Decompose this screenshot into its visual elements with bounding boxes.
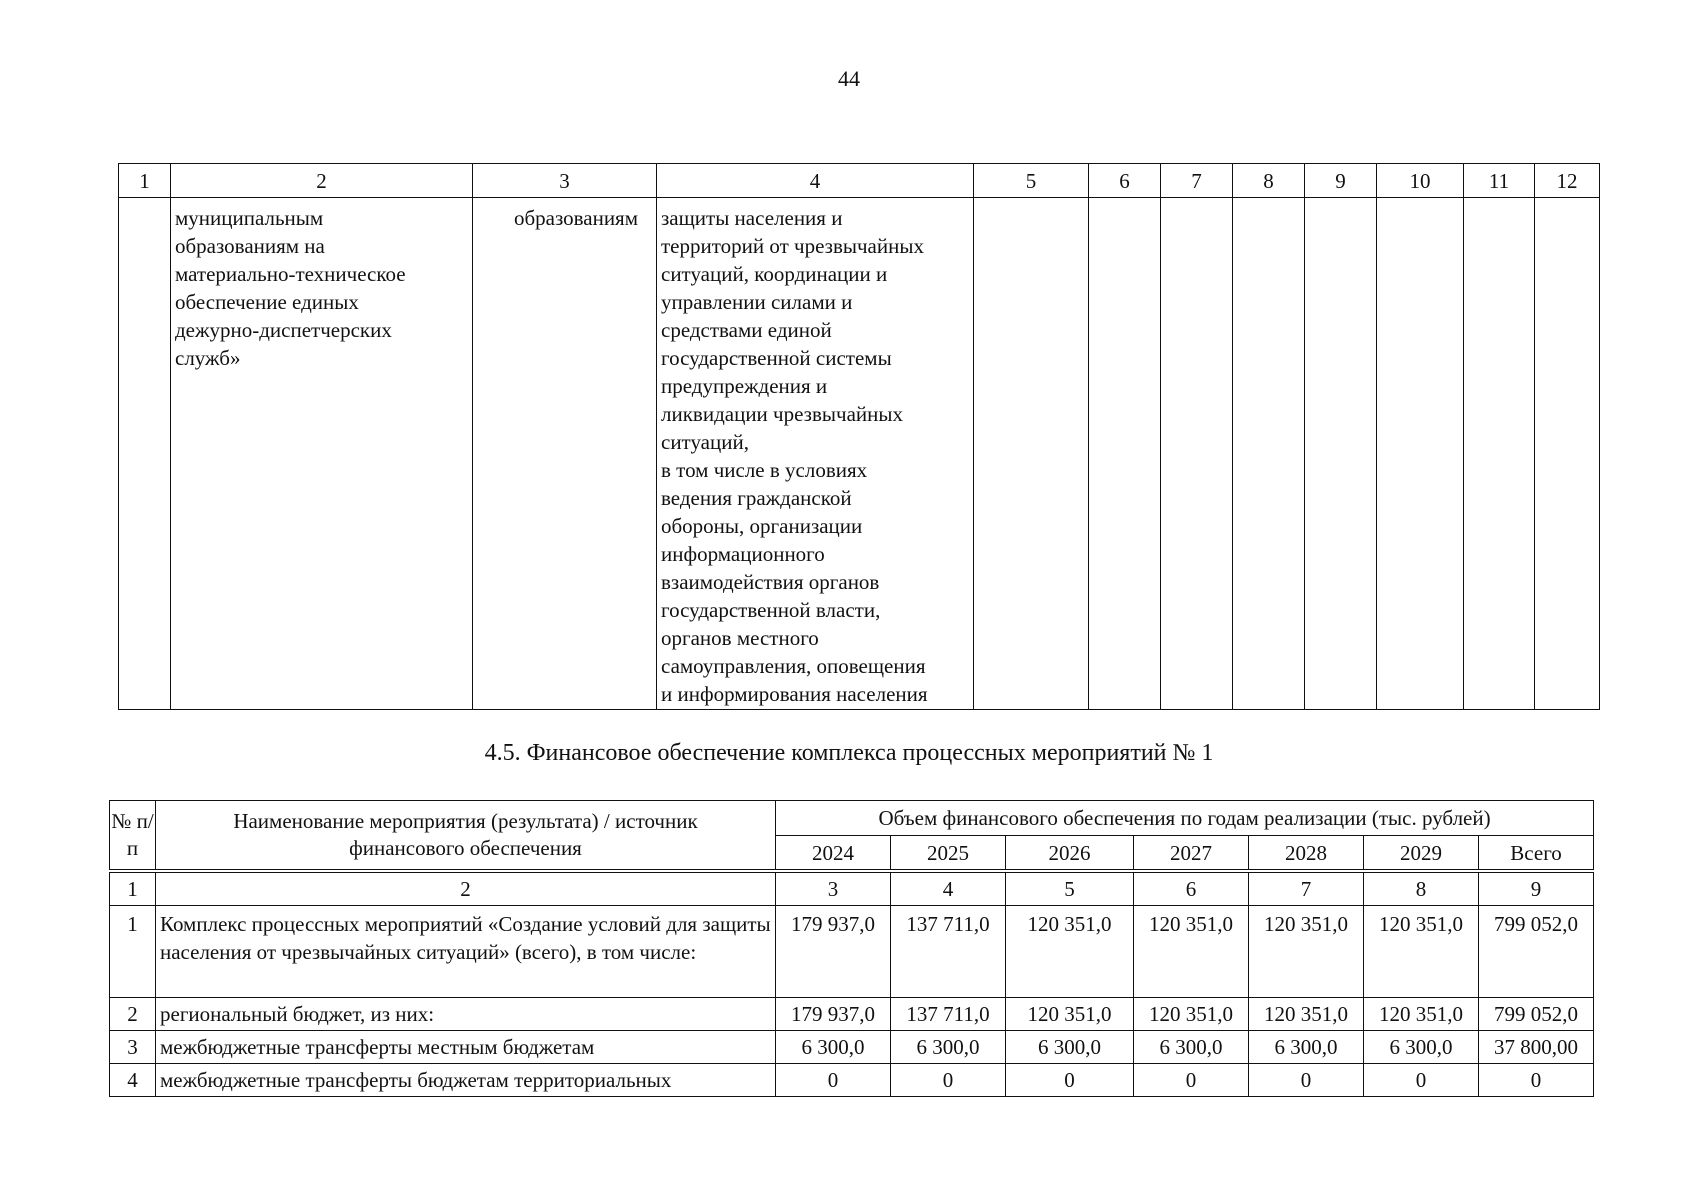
column-number: 1 <box>110 873 156 906</box>
value-cell: 0 <box>1364 1064 1479 1097</box>
value-cell: 120 351,0 <box>1364 998 1479 1031</box>
column-number: 4 <box>657 164 974 198</box>
cell-line: материально-техническое <box>175 262 406 286</box>
column-number: 1 <box>119 164 171 198</box>
column-number: 7 <box>1161 164 1233 198</box>
cell-line: дежурно-диспетчерских <box>175 318 392 342</box>
row-name: межбюджетные трансферты местным бюджетам <box>156 1031 776 1064</box>
cell-line: ситуаций, <box>661 430 749 454</box>
cell-line: ведения гражданской <box>661 486 852 510</box>
column-number: 4 <box>891 873 1006 906</box>
row-name: региональный бюджет, из них: <box>156 998 776 1031</box>
finance-table <box>109 800 1594 1097</box>
value-cell: 6 300,0 <box>1364 1031 1479 1064</box>
column-number: 12 <box>1535 164 1600 198</box>
cell-line: обороны, организации <box>661 514 863 538</box>
column-number: 7 <box>1249 873 1364 906</box>
value-cell: 6 300,0 <box>1249 1031 1364 1064</box>
cell-line: государственной власти, <box>661 598 881 622</box>
table-cell <box>473 198 657 710</box>
value-cell: 120 351,0 <box>1006 906 1134 998</box>
cell-line: предупреждения и <box>661 374 828 398</box>
cell-line: самоуправления, оповещения <box>661 654 926 678</box>
value-cell: 799 052,0 <box>1479 906 1594 998</box>
value-cell: 6 300,0 <box>1134 1031 1249 1064</box>
header-row <box>110 801 1594 836</box>
column-number: 2 <box>156 873 776 906</box>
cell-line: ликвидации чрезвычайных <box>661 402 903 426</box>
row-name: межбюджетные трансферты бюджетам территориальных <box>156 1064 776 1097</box>
table-cell <box>974 198 1089 710</box>
cell-line: образованиям <box>513 206 638 230</box>
column-number: 8 <box>1364 873 1479 906</box>
header-volume: Объем финансового обеспечения по годам реализации (тыс. рублей) <box>776 801 1594 836</box>
page-number: 44 <box>838 66 860 91</box>
table-row <box>110 906 1594 998</box>
value-cell: 6 300,0 <box>1006 1031 1134 1064</box>
column-number: 9 <box>1305 164 1377 198</box>
value-cell: 120 351,0 <box>1364 906 1479 998</box>
column-number: 5 <box>1006 873 1134 906</box>
continuation-table <box>118 163 1600 710</box>
row-name: Комплекс процессных мероприятий «Создание условий для защиты населения от чрезвычайных ситуаций» (всего), в том числе: <box>156 906 776 998</box>
value-cell: 0 <box>891 1064 1006 1097</box>
column-number: 9 <box>1479 873 1594 906</box>
value-cell: 0 <box>1479 1064 1594 1097</box>
column-number: 11 <box>1464 164 1535 198</box>
cell-line: средствами единой <box>661 318 832 342</box>
value-cell: 37 800,00 <box>1479 1031 1594 1064</box>
header-num: № п/п <box>110 801 156 870</box>
table-cell <box>1161 198 1233 710</box>
cell-line: обеспечение единых <box>175 290 359 314</box>
value-cell: 120 351,0 <box>1006 998 1134 1031</box>
value-cell: 120 351,0 <box>1249 998 1364 1031</box>
table-cell <box>1305 198 1377 710</box>
cell-line: муниципальным <box>175 206 324 230</box>
column-number: 6 <box>1134 873 1249 906</box>
column-number: 6 <box>1089 164 1161 198</box>
table-cell <box>1089 198 1161 710</box>
value-cell: 137 711,0 <box>891 998 1006 1031</box>
value-cell: 120 351,0 <box>1249 906 1364 998</box>
row-number: 2 <box>110 998 156 1031</box>
cell-line: информационного <box>661 542 825 566</box>
header-year: 2028 <box>1249 836 1364 870</box>
column-number: 5 <box>974 164 1089 198</box>
table-row <box>110 1031 1594 1064</box>
table-cell <box>1535 198 1600 710</box>
value-cell: 0 <box>1249 1064 1364 1097</box>
column-number-row <box>119 164 1600 198</box>
header-year: 2024 <box>776 836 891 870</box>
table-cell <box>1464 198 1535 710</box>
cell-line: служб» <box>175 346 241 370</box>
table-cell <box>119 198 171 710</box>
value-cell: 0 <box>776 1064 891 1097</box>
value-cell: 0 <box>1006 1064 1134 1097</box>
cell-line: управлении силами и <box>661 290 853 314</box>
table-row <box>110 998 1594 1031</box>
header-year: 2025 <box>891 836 1006 870</box>
column-number: 10 <box>1377 164 1464 198</box>
table-cell <box>171 198 473 710</box>
column-number-row <box>110 873 1594 906</box>
table-row <box>119 198 1600 710</box>
value-cell: 0 <box>1134 1064 1249 1097</box>
table-cell <box>1233 198 1305 710</box>
cell-line: образованиям на <box>175 234 325 258</box>
column-number: 3 <box>776 873 891 906</box>
cell-line: защиты населения и <box>661 206 843 230</box>
table-cell <box>657 198 974 710</box>
row-number: 4 <box>110 1064 156 1097</box>
row-number: 1 <box>110 906 156 998</box>
header-total: Всего <box>1479 836 1594 870</box>
cell-line: органов местного <box>661 626 819 650</box>
row-number: 3 <box>110 1031 156 1064</box>
column-number: 2 <box>171 164 473 198</box>
table-cell <box>1377 198 1464 710</box>
value-cell: 6 300,0 <box>776 1031 891 1064</box>
value-cell: 179 937,0 <box>776 906 891 998</box>
table-row <box>110 1064 1594 1097</box>
header-year: 2029 <box>1364 836 1479 870</box>
section-title: 4.5. Финансовое обеспечение комплекса процессных мероприятий № 1 <box>484 740 1214 766</box>
header-name: Наименование мероприятия (результата) / источник финансового обеспечения <box>156 801 776 870</box>
value-cell: 179 937,0 <box>776 998 891 1031</box>
column-number: 8 <box>1233 164 1305 198</box>
cell-line: ситуаций, координации и <box>661 262 888 286</box>
value-cell: 120 351,0 <box>1134 906 1249 998</box>
cell-line: и информирования населения <box>661 682 928 706</box>
cell-line: территорий от чрезвычайных <box>661 234 924 258</box>
column-number: 3 <box>473 164 657 198</box>
value-cell: 6 300,0 <box>891 1031 1006 1064</box>
value-cell: 120 351,0 <box>1134 998 1249 1031</box>
value-cell: 137 711,0 <box>891 906 1006 998</box>
cell-line: государственной системы <box>661 346 892 370</box>
header-year: 2026 <box>1006 836 1134 870</box>
header-year: 2027 <box>1134 836 1249 870</box>
cell-line: в том числе в условиях <box>661 458 868 482</box>
cell-line: взаимодействия органов <box>661 570 880 594</box>
value-cell: 799 052,0 <box>1479 998 1594 1031</box>
